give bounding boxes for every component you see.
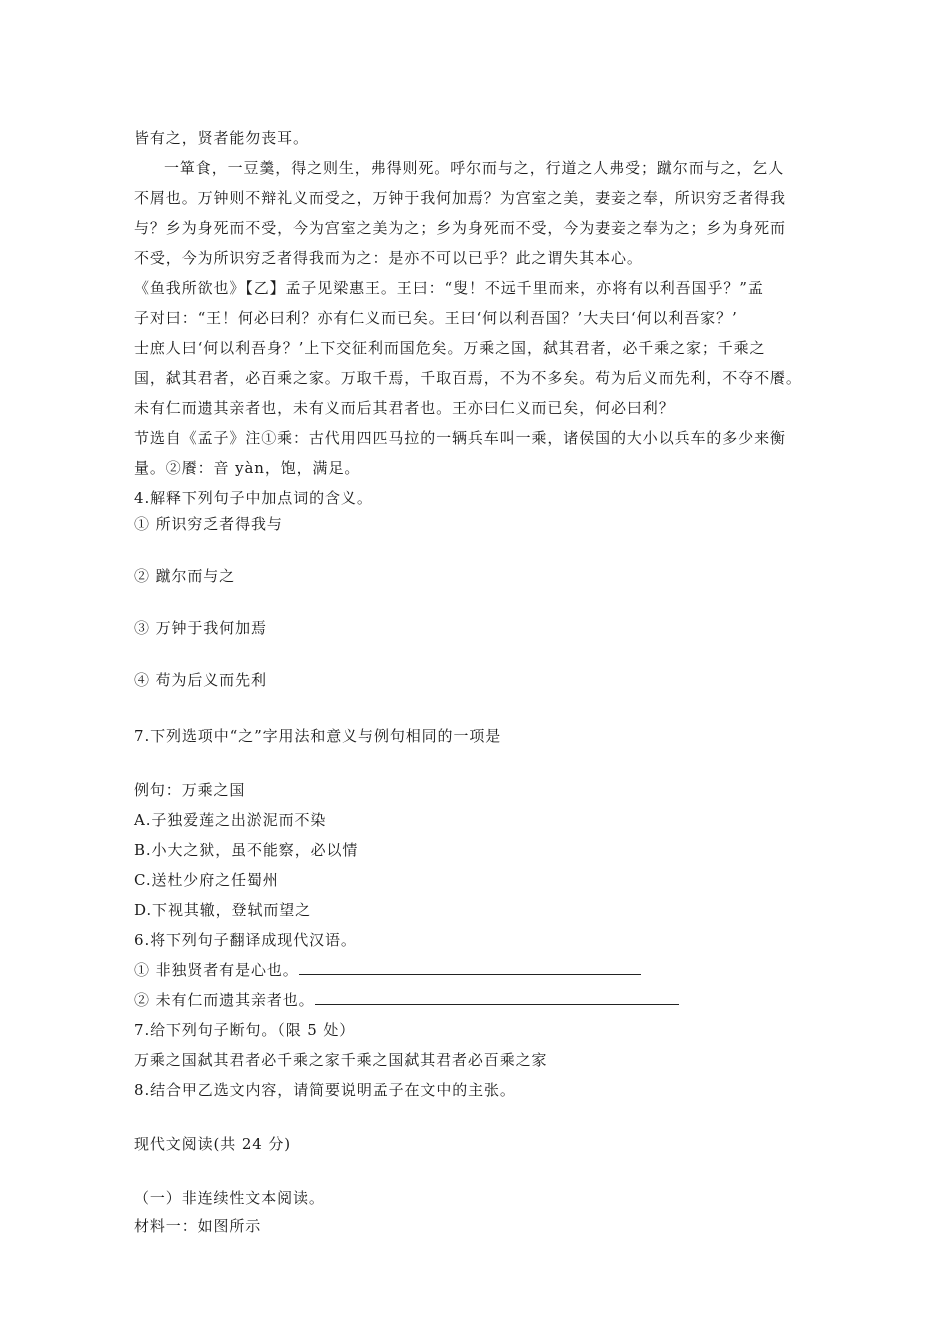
- answer-blank[interactable]: [299, 960, 641, 975]
- question-7a-option: C.送杜少府之任蜀州: [134, 871, 279, 889]
- question-7a-prompt: 7.下列选项中“之”字用法和意义与例句相同的一项是: [134, 727, 502, 745]
- section-subtitle: （一）非连续性文本阅读。: [134, 1189, 325, 1207]
- passage-line: 国，弑其君者，必百乘之家。万取千焉，千取百焉，不为不多矣。苟为后义而先利，不夺不餍。: [134, 369, 802, 387]
- question-4-item: ② 蹴尔而与之: [134, 567, 236, 585]
- passage-line: 皆有之，贤者能勿丧耳。: [134, 129, 309, 147]
- question-4-item: ③ 万钟于我何加焉: [134, 619, 267, 637]
- question-7b-prompt: 7.给下列句子断句。（限 5 处）: [134, 1021, 356, 1039]
- question-7b-text: 万乘之国弑其君者必千乘之家千乘之国弑其君者必百乘之家: [134, 1051, 548, 1069]
- question-4-prompt: 4.解释下列句子中加点词的含义。: [134, 489, 373, 507]
- question-6-item: [134, 960, 641, 980]
- section-title: 现代文阅读(共 24 分): [134, 1135, 292, 1153]
- question-4-item: ④ 苟为后义而先利: [134, 671, 267, 689]
- passage-line: 与？乡为身死而不受，今为宫室之美为之；乡为身死而不受，今为妻妾之奉为之；乡为身死而: [134, 219, 786, 237]
- question-6-item: [134, 990, 679, 1010]
- passage-line: 子对曰：“王！何必曰利？亦有仁义而已矣。王曰‘何以利吾国？’大夫曰‘何以利吾家？’: [134, 309, 738, 327]
- question-7a-option: B.小大之狱，虽不能察，必以情: [134, 841, 359, 859]
- passage-line: 量。②餍：音 yàn，饱，满足。: [134, 459, 361, 477]
- question-7a-option: D.下视其辙，登轼而望之: [134, 901, 312, 919]
- question-7a-option: A.子独爱莲之出淤泥而不染: [134, 811, 327, 829]
- passage-line: 士庶人曰‘何以利吾身？’上下交征利而国危矣。万乘之国，弑其君者，必千乘之家；千乘之: [134, 339, 766, 357]
- question-7a-example: 例句：万乘之国: [134, 781, 246, 799]
- answer-blank[interactable]: [315, 990, 679, 1005]
- question-6-prompt: 6.将下列句子翻译成现代汉语。: [134, 931, 357, 949]
- passage-line: 一箪食，一豆羹，得之则生，弗得则死。呼尔而与之，行道之人弗受；蹴尔而与之，乞人: [164, 159, 785, 177]
- passage-line: 不受，今为所识穷乏者得我而为之：是亦不可以已乎？此之谓失其本心。: [134, 249, 643, 267]
- question-8-prompt: 8.结合甲乙选文内容，请简要说明孟子在文中的主张。: [134, 1081, 516, 1099]
- passage-line: 未有仁而遗其亲者也，未有义而后其君者也。王亦曰仁义而已矣，何必曰利？: [134, 399, 675, 417]
- question-6-item-text: ② 未有仁而遗其亲者也。: [134, 991, 315, 1009]
- question-6-item-text: ① 非独贤者有是心也。: [134, 961, 299, 979]
- passage-line: 节选自《孟子》注①乘：古代用四匹马拉的一辆兵车叫一乘，诸侯国的大小以兵车的多少来衡: [134, 429, 786, 447]
- passage-line: 不屑也。万钟则不辩礼义而受之，万钟于我何加焉？为宫室之美，妻妾之奉，所识穷乏者得我: [134, 189, 786, 207]
- question-4-item: ① 所识穷乏者得我与: [134, 515, 283, 533]
- material-label: 材料一：如图所示: [134, 1217, 262, 1235]
- passage-line: 《鱼我所欲也》【乙】孟子见梁惠王。王曰：“叟！不远千里而来，亦将有以利吾国乎？”孟: [134, 279, 764, 297]
